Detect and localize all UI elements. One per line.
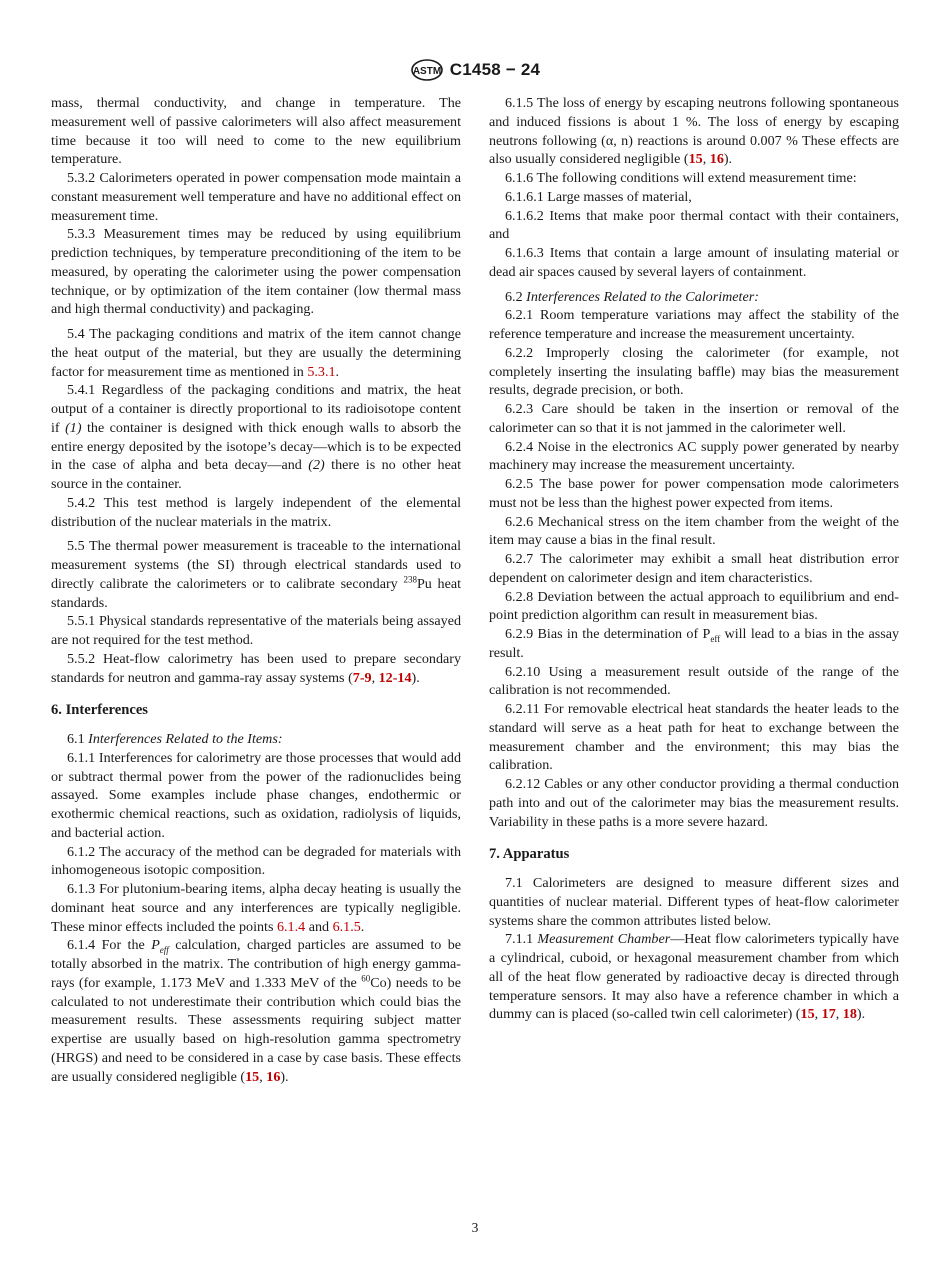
right-column bbox=[489, 94, 899, 1024]
section-heading: 7. Apparatus bbox=[489, 846, 570, 863]
paragraph: 6.1.6.3 Items that contain a large amount of insulating material or dead air spaces caused by several layers of containment. bbox=[489, 245, 899, 280]
paragraph: 5.3.3 Measurement times may be reduced by using equilibrium prediction techniques, by temperature preconditioning of the item to be measured, by operating the calorimeter using the power compensation technique, or by optimization of the item container (low thermal mass and high thermal conductivity) and packaging. bbox=[51, 226, 461, 318]
paragraph: 6.1.5 The loss of energy by escaping neutrons following spontaneous and induced fissions is about 1 %. The loss of energy by escaping neutrons following (α, n) reactions is around 0.007 % These effects are also usually considered negligible (15, 16). bbox=[489, 95, 899, 168]
reference-link[interactable]: 15 bbox=[688, 151, 703, 168]
paragraph: 6.2 Interferences Related to the Calorimeter: bbox=[505, 288, 759, 305]
section-heading: 6. Interferences bbox=[51, 702, 148, 719]
standard-number: C1458 − 24 bbox=[449, 60, 541, 79]
paragraph: 6.2.5 The base power for power compensation mode calorimeters must not be less than the highest power expected from items. bbox=[489, 476, 899, 511]
paragraph: 6.1.4 For the $P_{eff}$ calculation, charged particles are assumed to be totally absorbed in the matrix. The contribution of high energy gamma-rays (for example, 1.173 MeV and 1.333 MeV of the $^{60}$Co) needs to be calculated to not underestimate their contribution which could bias the measurement results. These assessments requiring subject matter expertise are usually based on high-resolution gamma spectrometry (HRGS) and need to be considered in a case by case basis. These effects are usually considered negligible (15, 16). bbox=[51, 937, 462, 1085]
paragraph: 6.1.6.2 Items that make poor thermal contact with their containers, and bbox=[489, 207, 899, 243]
section-link[interactable]: 6.1.5 bbox=[332, 918, 361, 935]
paragraph: mass, thermal conductivity, and change in temperature. The measurement well of passive calorimeters will also affect measurement time because it too will need to come to the new equilibrium temperature. bbox=[51, 95, 461, 168]
paragraph: 6.1.6 The following conditions will extend measurement time: bbox=[505, 170, 857, 186]
paragraph: 6.2.3 Care should be taken in the insertion or removal of the calorimeter can so that it is not jammed in the calorimeter well. bbox=[489, 401, 899, 436]
reference-link[interactable]: 7-9 bbox=[352, 669, 372, 686]
paragraph: 6.2.1 Room temperature variations may affect the stability of the reference temperature and increase the measurement uncertainty. bbox=[489, 307, 899, 342]
paragraph: 6.2.11 For removable electrical heat standards the heater leads to the standard will serve as a heat path for heat to exchange between the measurement chamber and the environment; this may bias the calibration. bbox=[489, 701, 899, 774]
paragraph: 7.1.1 Measurement Chamber—Heat flow calorimeters typically have a cylindrical, cuboid, or hexagonal measurement chamber from which all of the heat flow generated by radioactive decay is directed through temperature sensors. It may also have a reference chamber in which a dummy can is placed (so-called twin cell calorimeter) (15, 17, 18). bbox=[489, 931, 900, 1023]
svg-text:ASTM: ASTM bbox=[412, 66, 441, 77]
paragraph: 5.4.1 Regardless of the packaging conditions and matrix, the heat output of a container is directly proportional to its radioisotope content if (1) the container is designed with thick enough walls to absorb the entire energy deposited by the isotope’s decay—which is to be expected in the case of alpha and beta decay—and (2) there is no other heat source in the container. bbox=[51, 382, 461, 492]
paragraph: 5.4 The packaging conditions and matrix of the item cannot change the heat output of the material, but they are usually the determining factor for measurement time as mentioned in 5.3.1. bbox=[51, 326, 461, 380]
paragraph: 5.4.2 This test method is largely independent of the elemental distribution of the nuclear materials in the matrix. bbox=[51, 494, 461, 530]
page-number: 3 bbox=[471, 1220, 479, 1235]
reference-link[interactable]: 15 bbox=[800, 1006, 815, 1023]
paragraph: 6.2.9 Bias in the determination of $P_{eff}$ will lead to a bias in the assay result. bbox=[489, 626, 899, 661]
paragraph: 7.1 Calorimeters are designed to measure different sizes and quantities of nuclear material. Different types of heat-flow calorimeter systems share the common attributes listed below. bbox=[489, 875, 899, 929]
paragraph: 6.2.8 Deviation between the actual approach to equilibrium and end-point prediction algorithm can result in measurement bias. bbox=[489, 588, 899, 624]
paragraph: 6.2.2 Improperly closing the calorimeter (for example, not completely inserting the insulating baffle) may bias the measurement results, degrade precision, or both. bbox=[489, 344, 899, 399]
paragraph: 6.1.1 Interferences for calorimetry are those processes that would add or subtract thermal power from the power of the radionuclides being assayed. Some examples include phase changes, endothermic or exothermic chemical reactions, such as oxidation, radiolysis of liquids, and bacterial action. bbox=[51, 749, 461, 841]
paragraph: 5.3.2 Calorimeters operated in power compensation mode maintain a constant measurement well temperature and have no additional effect on measurement time. bbox=[51, 170, 461, 224]
paragraph: 6.2.6 Mechanical stress on the item chamber from the weight of the item may cause a bias in the final result. bbox=[489, 513, 899, 549]
paragraph: 5.5 The thermal power measurement is traceable to the international measurement systems (the SI) through electrical standards used to directly calibrate the calorimeters or to calibrate secondary $^{238}$Pu heat standards. bbox=[51, 538, 462, 611]
paragraph: 6.2.12 Cables or any other conductor providing a thermal conduction path into and out of the calorimeter may bias the measurement results. Variability in these paths is a more severe hazard. bbox=[489, 776, 899, 830]
paragraph: 6.1 Interferences Related to the Items: bbox=[67, 731, 283, 747]
reference-link[interactable]: 16 bbox=[709, 151, 724, 168]
section-link[interactable]: 6.1.4 bbox=[276, 918, 306, 935]
astm-logo-icon bbox=[410, 58, 444, 82]
paragraph: 5.5.2 Heat-flow calorimetry has been used to prepare secondary standards for neutron and gamma-ray assay systems (7-9, 12-14). bbox=[51, 650, 461, 686]
page-header bbox=[0, 56, 950, 84]
reference-link[interactable]: 12-14 bbox=[378, 669, 412, 686]
reference-link[interactable]: 15 bbox=[245, 1068, 260, 1085]
paragraph: 6.1.2 The accuracy of the method can be degraded for materials with inhomogeneous isotopic composition. bbox=[51, 843, 461, 879]
paragraph: 6.2.4 Noise in the electronics AC supply power generated by nearby machinery may increase the measurement uncertainty. bbox=[489, 438, 899, 474]
reference-link[interactable]: 18 bbox=[842, 1006, 857, 1023]
paragraph: 6.1.3 For plutonium-bearing items, alpha decay heating is usually the dominant heat source and any interferences are typically negligible. These minor effects included the points 6.1.4 and 6.1.5. bbox=[51, 881, 461, 935]
paragraph: 5.5.1 Physical standards representative of the materials being assayed are not required for the test method. bbox=[51, 613, 461, 648]
paragraph: 6.2.7 The calorimeter may exhibit a small heat distribution error dependent on calorimeter design and item characteristics. bbox=[489, 551, 899, 586]
paragraph: 6.2.10 Using a measurement result outside of the range of the calibration is not recommended. bbox=[489, 663, 899, 699]
reference-link[interactable]: 16 bbox=[266, 1068, 281, 1085]
section-link[interactable]: 5.3.1 bbox=[307, 363, 336, 380]
reference-link[interactable]: 17 bbox=[821, 1006, 836, 1023]
left-column bbox=[51, 94, 461, 1086]
paragraph: 6.1.6.1 Large masses of material, bbox=[505, 188, 692, 205]
